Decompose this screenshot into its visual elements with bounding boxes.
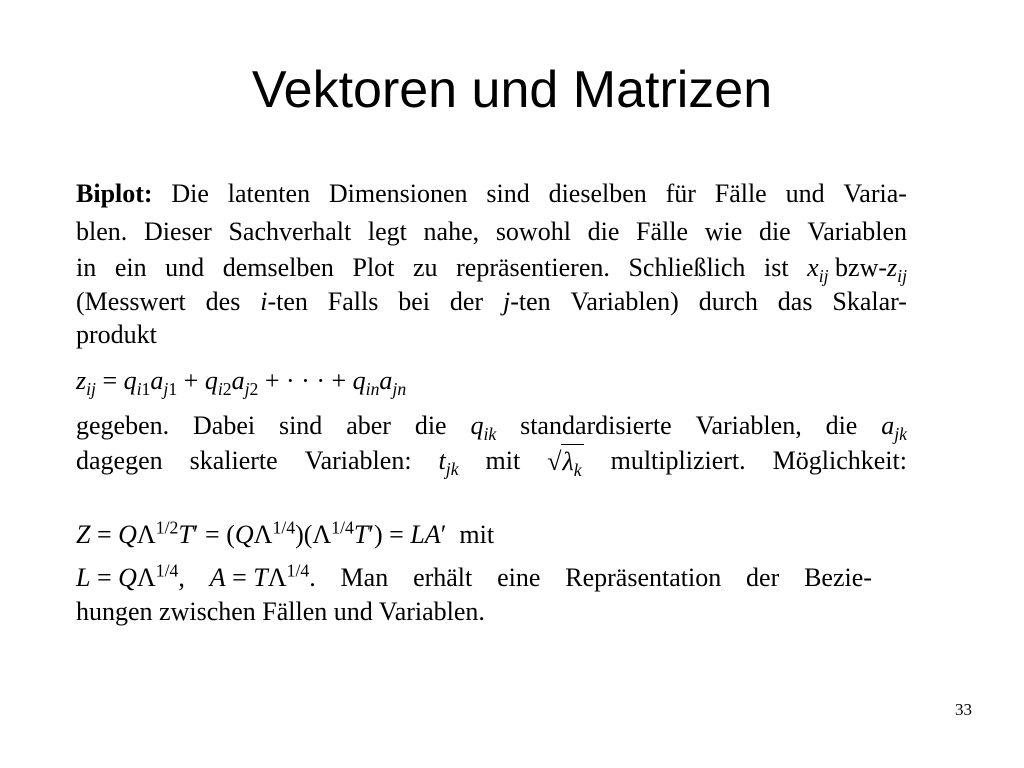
body-line-1: Biplot: Die latenten Dimensionen sind dieselben für Fälle und Varia- — [76, 177, 907, 211]
body-line-4: (Messwert des i-ten Falls bei der j-ten Variablen) durch das Skalar- — [76, 287, 907, 316]
body-line-9: hungen zwischen Fällen und Variablen. — [76, 597, 485, 626]
body-line-6: gegeben. Dabei sind aber die $q_{ik}$ standardisierte Variablen, die $a_{jk}$ — [76, 411, 907, 445]
body-line-2: blen. Dieser Sachverhalt legt nahe, sowohl die Fälle wie die Variablen — [76, 217, 907, 246]
body-line-5: produkt — [76, 320, 157, 349]
body-line-3: in ein und demselben Plot zu repräsentieren. Schließlich ist $x_{ij}$ bzw-$z_{ij}$ — [76, 253, 907, 287]
equation-1: $z_{ij} = q_{i1}a_{j1} + q_{i2}a_{j2}$ + · · · + $q_{in}a_{jn}$ — [76, 366, 407, 400]
biplot-heading: Biplot: — [76, 179, 153, 208]
slide-title: Vektoren und Matrizen — [251, 61, 773, 119]
page-number: 33 — [955, 700, 972, 719]
body-line-8: $L = Q\Lambda^{1/4}$, $A = T\Lambda^{1/4}$. Man erhält eine Repräsentation der Bezie- — [76, 560, 872, 592]
body-line-7: dagegen skalierte Variablen: $t_{jk}$ mit $√\lambda_k$ multipliziert. Möglichkeit: — [76, 446, 907, 481]
equation-2: $Z = Q\Lambda^{1/2}T' = (Q\Lambda^{1/4})(\Lambda^{1/4}T') = LA'$ mit — [76, 517, 495, 549]
